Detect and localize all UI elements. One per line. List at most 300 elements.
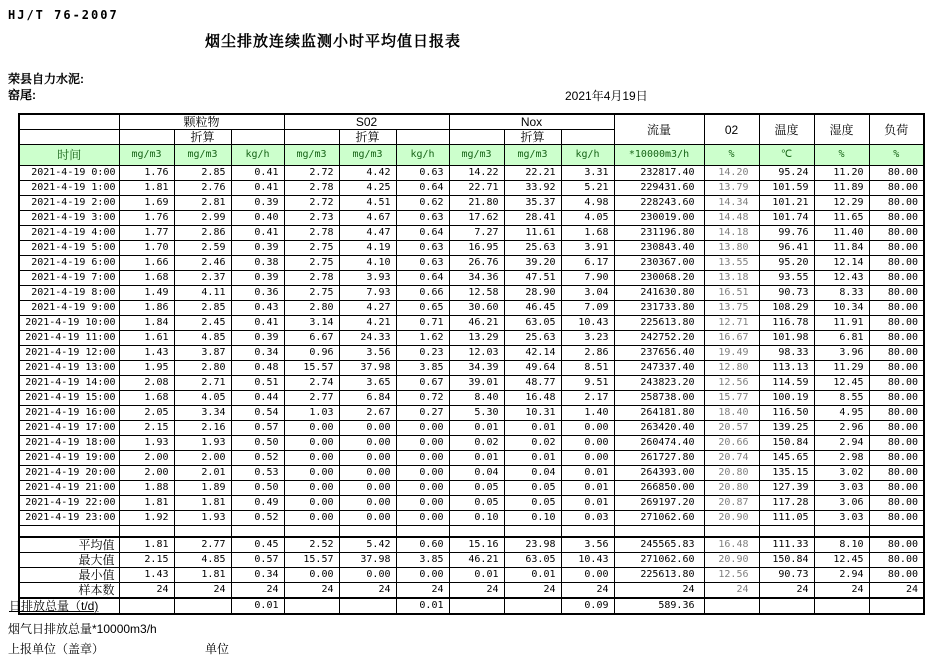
cell-value: 0.65: [396, 301, 449, 316]
cell-value: 1.62: [396, 331, 449, 346]
cell-value: 0.00: [339, 568, 396, 583]
cell-value: 2.74: [284, 376, 339, 391]
cell-time: 2021-4-19 0:00: [19, 166, 119, 181]
daily-total-row: [19, 598, 924, 614]
cell-value: 15.57: [284, 361, 339, 376]
cell-value: 1.43: [119, 568, 174, 583]
cell-value: 11.84: [814, 241, 869, 256]
unit-cell: kg/h: [561, 145, 614, 166]
cell-value: 20.74: [704, 451, 759, 466]
cell-value: 12.14: [814, 256, 869, 271]
unit-label: 单位: [205, 642, 230, 656]
cell-value: 7.27: [449, 226, 504, 241]
cell-empty: [869, 526, 924, 538]
unit-cell: %: [869, 145, 924, 166]
cell-value: 0.00: [284, 466, 339, 481]
cell-value: 150.84: [759, 436, 814, 451]
table-row: [19, 331, 924, 346]
cell-value: 241630.80: [614, 286, 704, 301]
cell-value: 231733.80: [614, 301, 704, 316]
cell-value: 2.59: [174, 241, 231, 256]
cell-value: 20.57: [704, 421, 759, 436]
cell-value: 1.89: [174, 481, 231, 496]
cell-value: 3.56: [561, 537, 614, 553]
cell-empty: [19, 526, 119, 538]
cell-time: 2021-4-19 4:00: [19, 226, 119, 241]
page-title: 烟尘排放连续监测小时平均值日报表: [205, 33, 462, 50]
cell-value: 230068.20: [614, 271, 704, 286]
cell-value: 0.10: [449, 511, 504, 526]
cell-value: 2.85: [174, 301, 231, 316]
cell-time: 2021-4-19 8:00: [19, 286, 119, 301]
cell-value: 80.00: [869, 466, 924, 481]
cell-value: 0.63: [396, 211, 449, 226]
cell-value: 3.04: [561, 286, 614, 301]
cell-value: 80.00: [869, 553, 924, 568]
cell-value: 2.01: [174, 466, 231, 481]
cell-value: 12.71: [704, 316, 759, 331]
cell-value: 3.14: [284, 316, 339, 331]
cell-value: 20.80: [704, 466, 759, 481]
summary-row: [19, 553, 924, 568]
cell-value: 24: [449, 583, 504, 599]
cell-value: 2.52: [284, 537, 339, 553]
cell-value: 80.00: [869, 271, 924, 286]
cell-value: 96.41: [759, 241, 814, 256]
cell-value: 116.78: [759, 316, 814, 331]
cell-value: 0.23: [396, 346, 449, 361]
cell-value: 0.05: [504, 481, 561, 496]
daily-total-label: 日排放总量（t/d): [19, 598, 119, 614]
cell-value: 1.81: [174, 496, 231, 511]
cell-value: 3.02: [814, 466, 869, 481]
cell-value: 4.67: [339, 211, 396, 226]
cell-value: 7.90: [561, 271, 614, 286]
unit-cell: %: [814, 145, 869, 166]
cell-value: 0.60: [396, 537, 449, 553]
cell-value: 1.81: [119, 537, 174, 553]
cell-value: 24: [284, 583, 339, 599]
standard-code: HJ/T 76-2007: [8, 8, 119, 22]
cell-value: 264393.00: [614, 466, 704, 481]
summary-row: [19, 568, 924, 583]
cell-value: 242752.20: [614, 331, 704, 346]
cell-value: 245565.83: [614, 537, 704, 553]
cell-value: 2.72: [284, 166, 339, 181]
cell-value: 108.29: [759, 301, 814, 316]
cell-value: 6.81: [814, 331, 869, 346]
cell-value: 21.80: [449, 196, 504, 211]
cell-value: 258738.00: [614, 391, 704, 406]
cell-value: 113.13: [759, 361, 814, 376]
cell-value: 0.41: [231, 226, 284, 241]
cell-value: 13.75: [704, 301, 759, 316]
cell-value: 266850.00: [614, 481, 704, 496]
header-particulate: 颗粒物: [119, 114, 284, 130]
cell-value: 2.76: [174, 181, 231, 196]
cell-value: 47.51: [504, 271, 561, 286]
cell-value: 2.99: [174, 211, 231, 226]
cell-value: 4.27: [339, 301, 396, 316]
cell-value: 0.00: [561, 451, 614, 466]
cell-time: 2021-4-19 14:00: [19, 376, 119, 391]
header-empty: [561, 130, 614, 145]
cell-value: 0.00: [284, 451, 339, 466]
cell-value: 0.52: [231, 511, 284, 526]
table-row: [19, 466, 924, 481]
cell-value: 0.49: [231, 496, 284, 511]
flow-footnote: 烟气日排放总量*10000m3/h: [8, 622, 157, 636]
cell-value: 0.44: [231, 391, 284, 406]
cell-value: 4.11: [174, 286, 231, 301]
cell-value: 3.56: [339, 346, 396, 361]
cell-value: 12.56: [704, 376, 759, 391]
cell-value: 225613.80: [614, 316, 704, 331]
cell-value: 33.92: [504, 181, 561, 196]
table-row: [19, 511, 924, 526]
cell-value: 24: [231, 583, 284, 599]
cell-value: 0.01: [449, 451, 504, 466]
spacer-row: [19, 526, 924, 538]
cell-value: 0.02: [449, 436, 504, 451]
cell-value: 2.86: [561, 346, 614, 361]
cell-value: 80.00: [869, 166, 924, 181]
cell-value: 1.81: [174, 568, 231, 583]
cell-value: 0.00: [396, 466, 449, 481]
cell-empty: [449, 526, 504, 538]
cell-time: 2021-4-19 12:00: [19, 346, 119, 361]
cell-value: 1.66: [119, 256, 174, 271]
cell-value: 24: [869, 583, 924, 599]
cell-value: 1.40: [561, 406, 614, 421]
cell-value: 2.77: [174, 537, 231, 553]
cell-value: 0.34: [231, 346, 284, 361]
cell-value: 14.48: [704, 211, 759, 226]
cell-value: 90.73: [759, 568, 814, 583]
cell-value: 3.06: [814, 496, 869, 511]
cell-value: 247337.40: [614, 361, 704, 376]
cell-value: 0.38: [231, 256, 284, 271]
cell-value: 0.52: [231, 451, 284, 466]
cell-value: 0.64: [396, 181, 449, 196]
cell-value: 98.33: [759, 346, 814, 361]
cell-value: 4.05: [561, 211, 614, 226]
cell-value: 12.80: [704, 361, 759, 376]
cell-value: 230367.00: [614, 256, 704, 271]
cell-value: 145.65: [759, 451, 814, 466]
unit-cell: mg/m3: [504, 145, 561, 166]
cell-value: 0.00: [561, 436, 614, 451]
cell-value: 1.93: [174, 436, 231, 451]
cell-value: 80.00: [869, 451, 924, 466]
cell-value: 0.34: [231, 568, 284, 583]
table-row: [19, 241, 924, 256]
cell-value: 101.98: [759, 331, 814, 346]
cell-value: [814, 598, 869, 614]
cell-value: 1.81: [119, 181, 174, 196]
table-row: [19, 301, 924, 316]
cell-value: 0.00: [284, 496, 339, 511]
monitor-location: 窑尾:: [8, 88, 36, 102]
cell-value: 1.76: [119, 166, 174, 181]
cell-value: 46.45: [504, 301, 561, 316]
cell-value: 0.04: [504, 466, 561, 481]
cell-value: 135.15: [759, 466, 814, 481]
cell-value: 39.20: [504, 256, 561, 271]
cell-value: 0.01: [449, 421, 504, 436]
cell-value: 14.34: [704, 196, 759, 211]
cell-value: 1.76: [119, 211, 174, 226]
header-temperature: 温度: [759, 114, 814, 145]
table-row: [19, 361, 924, 376]
cell-value: 232817.40: [614, 166, 704, 181]
cell-value: 80.00: [869, 421, 924, 436]
table-row: [19, 481, 924, 496]
cell-value: 2.96: [814, 421, 869, 436]
cell-value: 0.64: [396, 271, 449, 286]
cell-value: 2.00: [119, 466, 174, 481]
cell-value: 0.00: [396, 496, 449, 511]
cell-empty: [396, 526, 449, 538]
cell-value: 39.01: [449, 376, 504, 391]
cell-value: 237656.40: [614, 346, 704, 361]
header-nox: Nox: [449, 114, 614, 130]
cell-time: 2021-4-19 7:00: [19, 271, 119, 286]
cell-value: 0.72: [396, 391, 449, 406]
cell-value: 1.93: [119, 436, 174, 451]
table-row: [19, 316, 924, 331]
cell-empty: [814, 526, 869, 538]
cell-value: 24: [814, 583, 869, 599]
cell-value: 28.90: [504, 286, 561, 301]
cell-value: 48.77: [504, 376, 561, 391]
cell-value: 11.65: [814, 211, 869, 226]
cell-value: 2.78: [284, 271, 339, 286]
cell-value: 2.17: [561, 391, 614, 406]
cell-value: 16.51: [704, 286, 759, 301]
cell-value: 80.00: [869, 211, 924, 226]
cell-value: 11.89: [814, 181, 869, 196]
cell-value: 4.85: [174, 331, 231, 346]
cell-value: 42.14: [504, 346, 561, 361]
cell-value: 24: [396, 583, 449, 599]
cell-value: 0.00: [339, 436, 396, 451]
cell-value: 13.79: [704, 181, 759, 196]
cell-value: 15.57: [284, 553, 339, 568]
cell-value: 80.00: [869, 406, 924, 421]
cell-value: 63.05: [504, 316, 561, 331]
cell-value: 80.00: [869, 256, 924, 271]
cell-value: 1.93: [174, 511, 231, 526]
cell-empty: [339, 526, 396, 538]
cell-value: 2.46: [174, 256, 231, 271]
cell-empty: [284, 526, 339, 538]
cell-value: 12.03: [449, 346, 504, 361]
cell-value: 0.62: [396, 196, 449, 211]
cell-value: 24: [561, 583, 614, 599]
cell-value: 0.01: [561, 481, 614, 496]
cell-value: 2.94: [814, 568, 869, 583]
cell-time: 2021-4-19 5:00: [19, 241, 119, 256]
cell-value: 225613.80: [614, 568, 704, 583]
cell-value: 4.47: [339, 226, 396, 241]
unit-cell: mg/m3: [284, 145, 339, 166]
cell-empty: [561, 526, 614, 538]
cell-value: 0.66: [396, 286, 449, 301]
cell-value: 0.10: [504, 511, 561, 526]
table-row: [19, 226, 924, 241]
cell-value: 80.00: [869, 301, 924, 316]
cell-value: 2.00: [174, 451, 231, 466]
cell-value: [119, 598, 174, 614]
cell-value: 263420.40: [614, 421, 704, 436]
header-empty: [284, 130, 339, 145]
cell-value: 150.84: [759, 553, 814, 568]
cell-value: 80.00: [869, 346, 924, 361]
unit-cell: kg/h: [396, 145, 449, 166]
cell-value: 80.00: [869, 196, 924, 211]
cell-value: 12.56: [704, 568, 759, 583]
cell-value: 24: [704, 583, 759, 599]
cell-time: 2021-4-19 17:00: [19, 421, 119, 436]
cell-value: 0.09: [561, 598, 614, 614]
cell-value: 13.80: [704, 241, 759, 256]
cell-value: 3.31: [561, 166, 614, 181]
table-row: [19, 391, 924, 406]
cell-value: [504, 598, 561, 614]
cell-value: 2.37: [174, 271, 231, 286]
cell-time: 2021-4-19 13:00: [19, 361, 119, 376]
cell-value: 80.00: [869, 241, 924, 256]
cell-value: 0.45: [231, 537, 284, 553]
cell-value: 0.57: [231, 553, 284, 568]
cell-empty: [504, 526, 561, 538]
cell-value: 0.39: [231, 331, 284, 346]
cell-value: 114.59: [759, 376, 814, 391]
table-row: [19, 421, 924, 436]
cell-value: 2.75: [284, 241, 339, 256]
cell-value: 80.00: [869, 391, 924, 406]
cell-value: 2.98: [814, 451, 869, 466]
cell-value: 3.93: [339, 271, 396, 286]
cell-value: 90.73: [759, 286, 814, 301]
cell-value: 0.00: [561, 568, 614, 583]
table-row: [19, 406, 924, 421]
cell-value: 127.39: [759, 481, 814, 496]
cell-value: 80.00: [869, 331, 924, 346]
cell-value: 2.71: [174, 376, 231, 391]
cell-value: 11.20: [814, 166, 869, 181]
cell-value: 0.00: [284, 481, 339, 496]
cell-value: 0.67: [396, 376, 449, 391]
cell-value: 2.15: [119, 553, 174, 568]
cell-value: 14.22: [449, 166, 504, 181]
cell-value: 271062.60: [614, 511, 704, 526]
cell-value: 139.25: [759, 421, 814, 436]
cell-time: 2021-4-19 19:00: [19, 451, 119, 466]
table-row: [19, 436, 924, 451]
cell-value: 63.05: [504, 553, 561, 568]
cell-value: 0.04: [449, 466, 504, 481]
table-row: [19, 496, 924, 511]
cell-value: 11.29: [814, 361, 869, 376]
header-empty: [19, 130, 119, 145]
cell-value: 12.45: [814, 376, 869, 391]
cell-value: 34.39: [449, 361, 504, 376]
table-row: [19, 196, 924, 211]
cell-value: 0.01: [561, 466, 614, 481]
cell-value: 10.43: [561, 553, 614, 568]
cell-value: 0.00: [284, 568, 339, 583]
cell-value: 9.51: [561, 376, 614, 391]
table-row: [19, 286, 924, 301]
cell-value: 8.51: [561, 361, 614, 376]
cell-value: 0.00: [339, 421, 396, 436]
cell-value: 24: [614, 583, 704, 599]
cell-value: 0.01: [396, 598, 449, 614]
cell-value: 1.70: [119, 241, 174, 256]
cell-value: 0.00: [396, 436, 449, 451]
cell-value: 30.60: [449, 301, 504, 316]
cell-time: 2021-4-19 2:00: [19, 196, 119, 211]
cell-value: 2.75: [284, 256, 339, 271]
cell-value: 4.25: [339, 181, 396, 196]
cell-value: 10.43: [561, 316, 614, 331]
cell-value: 0.01: [449, 568, 504, 583]
header-empty: [119, 130, 174, 145]
cell-value: 2.80: [174, 361, 231, 376]
cell-value: 6.84: [339, 391, 396, 406]
cell-value: 0.39: [231, 241, 284, 256]
cell-value: 101.74: [759, 211, 814, 226]
unit-cell: mg/m3: [119, 145, 174, 166]
header-load: 负荷: [869, 114, 924, 145]
summary-row: [19, 537, 924, 553]
cell-value: 20.66: [704, 436, 759, 451]
cell-value: 2.45: [174, 316, 231, 331]
cell-value: 2.73: [284, 211, 339, 226]
cell-value: 1.84: [119, 316, 174, 331]
cell-value: 117.28: [759, 496, 814, 511]
table-row: [19, 256, 924, 271]
cell-value: 0.05: [449, 481, 504, 496]
cell-value: 12.58: [449, 286, 504, 301]
cell-value: 80.00: [869, 316, 924, 331]
cell-value: 0.39: [231, 196, 284, 211]
cell-value: 0.00: [284, 421, 339, 436]
cell-value: 23.98: [504, 537, 561, 553]
cell-value: 1.49: [119, 286, 174, 301]
cell-value: 261727.80: [614, 451, 704, 466]
cell-value: 3.03: [814, 511, 869, 526]
header-flow: 流量: [614, 114, 704, 145]
cell-value: [869, 598, 924, 614]
cell-value: 46.21: [449, 553, 504, 568]
cell-value: 3.96: [814, 346, 869, 361]
cell-value: 80.00: [869, 376, 924, 391]
cell-value: 5.21: [561, 181, 614, 196]
header-empty: [396, 130, 449, 145]
table-row: [19, 271, 924, 286]
cell-value: 0.00: [339, 481, 396, 496]
cell-time: 2021-4-19 11:00: [19, 331, 119, 346]
company-name: 荣县自力水泥:: [8, 72, 84, 86]
cell-value: 0.41: [231, 316, 284, 331]
cell-time: 2021-4-19 9:00: [19, 301, 119, 316]
cell-value: 3.87: [174, 346, 231, 361]
cell-value: 8.40: [449, 391, 504, 406]
cell-value: 16.48: [704, 537, 759, 553]
